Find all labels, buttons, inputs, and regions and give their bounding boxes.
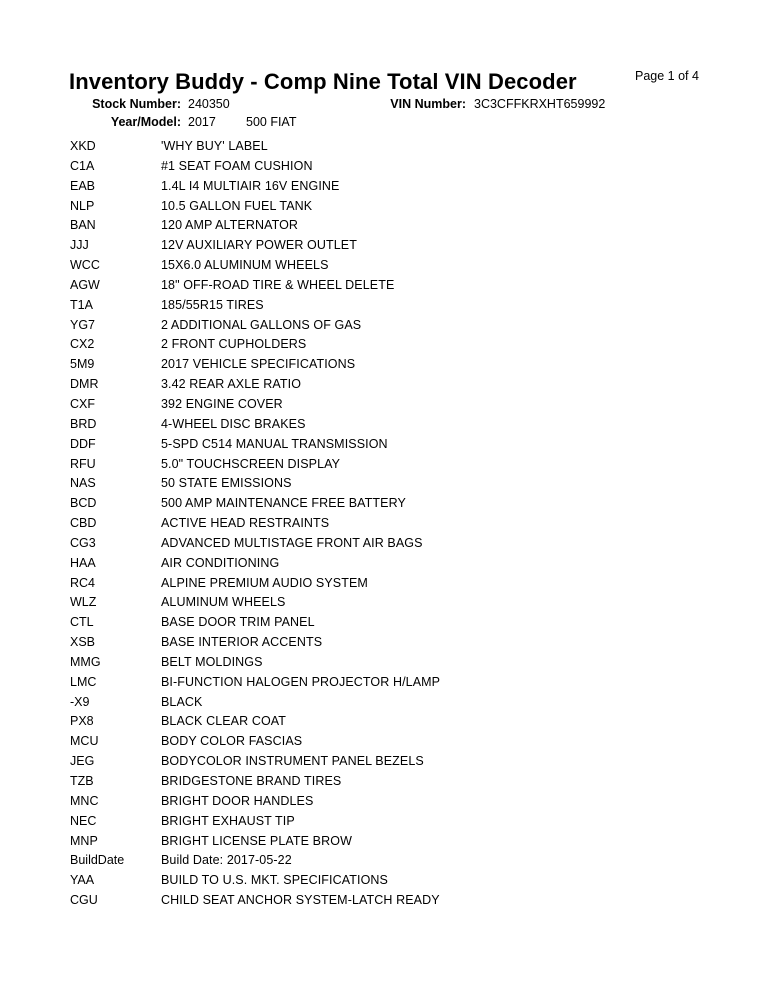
- option-code: CX2: [70, 337, 95, 352]
- code-row: [0, 871, 773, 891]
- stock-number-value: 240350: [188, 97, 230, 111]
- option-code: CTL: [70, 615, 94, 630]
- code-row: [0, 375, 773, 395]
- option-code: HAA: [70, 555, 96, 570]
- code-row: [0, 732, 773, 752]
- option-code: WCC: [70, 258, 100, 273]
- code-row: [0, 534, 773, 554]
- option-description: 18" OFF-ROAD TIRE & WHEEL DELETE: [161, 277, 395, 292]
- option-code: YG7: [70, 317, 96, 332]
- option-description: BLACK: [161, 694, 203, 709]
- option-code: CBD: [70, 516, 97, 531]
- model-year-value: 2017: [188, 115, 216, 129]
- code-row: [0, 633, 773, 653]
- code-row: [0, 494, 773, 514]
- code-row: [0, 296, 773, 316]
- code-row: [0, 335, 773, 355]
- option-code: EAB: [70, 178, 96, 193]
- option-description: BLACK CLEAR COAT: [161, 714, 287, 729]
- option-description: BRIGHT EXHAUST TIP: [161, 813, 295, 828]
- code-row: [0, 236, 773, 256]
- option-code: CG3: [70, 535, 96, 550]
- page-title: Inventory Buddy - Comp Nine Total VIN Decoder: [69, 69, 577, 94]
- option-description: 500 AMP MAINTENANCE FREE BATTERY: [161, 496, 406, 511]
- code-row: [0, 256, 773, 276]
- option-description: 2017 VEHICLE SPECIFICATIONS: [161, 357, 356, 372]
- option-code: TZB: [70, 774, 94, 788]
- option-code: T1A: [70, 297, 93, 312]
- code-row: [0, 613, 773, 633]
- code-row: [0, 712, 773, 732]
- option-description: 185/55R15 TIRES: [161, 297, 264, 312]
- code-row: [0, 435, 773, 455]
- option-code: -X9: [70, 694, 90, 709]
- code-row: [0, 474, 773, 494]
- option-code: MMG: [70, 654, 101, 669]
- option-description: BRIGHT DOOR HANDLES: [161, 793, 314, 808]
- option-code: XKD: [70, 139, 96, 153]
- option-description: AIR CONDITIONING: [161, 555, 280, 570]
- option-description: ACTIVE HEAD RESTRAINTS: [161, 516, 330, 531]
- option-code: MNP: [70, 833, 98, 848]
- page-number: Page 1 of 4: [635, 69, 699, 83]
- option-code: C1A: [70, 158, 95, 173]
- option-code: AGW: [70, 277, 100, 292]
- option-description: BI-FUNCTION HALOGEN PROJECTOR H/LAMP: [161, 674, 441, 689]
- option-code: CXF: [70, 396, 95, 411]
- option-description: BELT MOLDINGS: [161, 654, 263, 669]
- code-row: [0, 216, 773, 236]
- code-row: [0, 593, 773, 613]
- option-description: BRIDGESTONE BRAND TIRES: [161, 774, 342, 788]
- option-code: BCD: [70, 496, 97, 511]
- option-code: BAN: [70, 218, 96, 233]
- option-code: WLZ: [70, 595, 97, 610]
- option-code: JEG: [70, 754, 95, 769]
- option-description: 'WHY BUY' LABEL: [161, 139, 268, 153]
- vin-number-value: 3C3CFFKRXHT659992: [474, 97, 606, 111]
- option-description: 120 AMP ALTERNATOR: [161, 218, 299, 233]
- code-row: [0, 574, 773, 594]
- option-description: BODYCOLOR INSTRUMENT PANEL BEZELS: [161, 754, 424, 769]
- vin-number-label: VIN Number:: [390, 97, 466, 111]
- option-code: 5M9: [70, 357, 95, 372]
- option-code: MNC: [70, 793, 99, 808]
- code-row: [0, 792, 773, 812]
- option-description: 50 STATE EMISSIONS: [161, 476, 292, 491]
- code-row: [0, 752, 773, 772]
- option-description: BASE INTERIOR ACCENTS: [161, 635, 323, 650]
- option-description: 10.5 GALLON FUEL TANK: [161, 198, 313, 213]
- option-description: BODY COLOR FASCIAS: [161, 734, 303, 749]
- option-description: 1.4L I4 MULTIAIR 16V ENGINE: [161, 178, 340, 193]
- option-code: YAA: [70, 873, 95, 888]
- option-description: ADVANCED MULTISTAGE FRONT AIR BAGS: [161, 535, 423, 550]
- year-model-label: Year/Model:: [110, 115, 181, 129]
- code-row: [0, 276, 773, 296]
- option-code: NLP: [70, 198, 95, 213]
- code-row: [0, 772, 773, 792]
- option-description: ALPINE PREMIUM AUDIO SYSTEM: [161, 575, 368, 590]
- option-description: ALUMINUM WHEELS: [161, 595, 286, 610]
- option-code: BuildDate: [70, 853, 125, 868]
- code-row: [0, 693, 773, 713]
- option-description: 2 FRONT CUPHOLDERS: [161, 337, 307, 352]
- code-row: [0, 455, 773, 475]
- code-row: [0, 653, 773, 673]
- option-code: DDF: [70, 436, 96, 451]
- option-code: NAS: [70, 476, 96, 491]
- code-row: [0, 832, 773, 852]
- option-description: 5.0" TOUCHSCREEN DISPLAY: [161, 456, 341, 471]
- option-code: RFU: [70, 456, 96, 471]
- option-code: JJJ: [70, 238, 89, 253]
- option-code: PX8: [70, 714, 94, 729]
- stock-number-label: Stock Number:: [92, 97, 181, 111]
- option-description: 392 ENGINE COVER: [161, 396, 283, 411]
- code-row: [0, 514, 773, 534]
- option-code-list: [0, 137, 773, 911]
- code-row: [0, 395, 773, 415]
- code-row: [0, 137, 773, 157]
- option-description: Build Date: 2017-05-22: [161, 853, 292, 868]
- option-code: XSB: [70, 635, 96, 650]
- option-description: CHILD SEAT ANCHOR SYSTEM-LATCH READY: [161, 893, 440, 908]
- option-code: NEC: [70, 813, 97, 828]
- option-description: 2 ADDITIONAL GALLONS OF GAS: [161, 317, 362, 332]
- option-code: DMR: [70, 377, 99, 392]
- code-row: [0, 355, 773, 375]
- option-description: 5-SPD C514 MANUAL TRANSMISSION: [161, 436, 388, 451]
- model-name-value: 500 FIAT: [246, 115, 297, 129]
- option-description: 3.42 REAR AXLE RATIO: [161, 377, 302, 392]
- option-description: BUILD TO U.S. MKT. SPECIFICATIONS: [161, 873, 388, 888]
- code-row: [0, 177, 773, 197]
- option-description: #1 SEAT FOAM CUSHION: [161, 158, 313, 173]
- code-row: [0, 316, 773, 336]
- option-code: RC4: [70, 575, 96, 590]
- code-row: [0, 157, 773, 177]
- option-code: MCU: [70, 734, 99, 749]
- option-description: 4-WHEEL DISC BRAKES: [161, 416, 306, 431]
- option-code: LMC: [70, 674, 97, 689]
- option-code: BRD: [70, 416, 97, 431]
- code-row: [0, 673, 773, 693]
- code-row: [0, 197, 773, 217]
- code-row: [0, 415, 773, 435]
- code-row: [0, 554, 773, 574]
- option-description: BRIGHT LICENSE PLATE BROW: [161, 833, 352, 848]
- option-description: 12V AUXILIARY POWER OUTLET: [161, 238, 357, 253]
- code-row: [0, 851, 773, 871]
- code-row: [0, 812, 773, 832]
- option-description: 15X6.0 ALUMINUM WHEELS: [161, 258, 329, 273]
- option-description: BASE DOOR TRIM PANEL: [161, 615, 315, 630]
- option-code: CGU: [70, 893, 98, 908]
- code-row: [0, 891, 773, 911]
